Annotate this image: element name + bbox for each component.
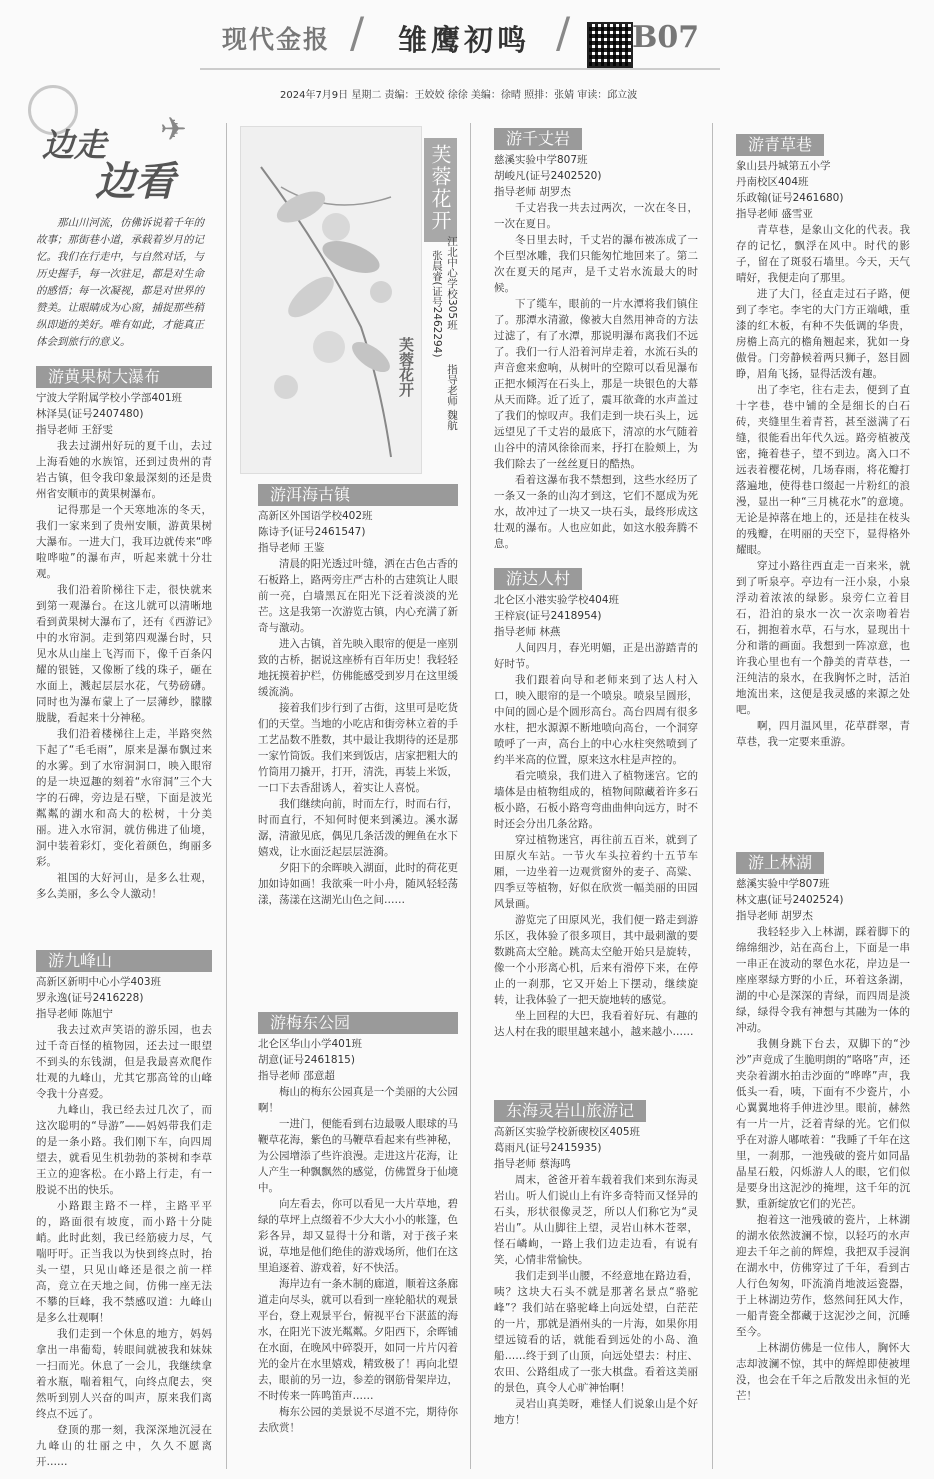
article-8: [736, 134, 910, 750]
byline-author: 王梓宸(证号2418954): [494, 610, 602, 622]
issue-meta: 2024年7月9日 星期二 责编：王姣姣 徐徐 美编：徐晴 照排：张婧 审读：邱立波: [280, 90, 638, 101]
article-5: [494, 128, 698, 552]
paragraph: 我们走到一个休息的地方，妈妈拿出一串葡萄，转眼间就被我和妹妹一扫而光。休息了一会儿，我继续拿着水瓶，喘着粗气，向终点爬去，突然听到别人兴奋的叫声，原来我们离终点不远了。: [36, 1328, 212, 1420]
byline-school: 宁波大学附属学校小学部401班: [36, 392, 183, 404]
painting-credit-author: 张晨睿(证号2462294): [431, 250, 443, 358]
byline-author: 林文惠(证号2402524): [736, 894, 844, 906]
byline-teacher: 指导老师 林燕: [494, 626, 561, 638]
article-6: [494, 568, 698, 1040]
article-title: 游黄果树大瀑布: [36, 366, 212, 388]
column-divider: [226, 123, 227, 1469]
paragraph: 向左看去，你可以看见一大片草地，碧绿的草坪上点缀着不少大大小小的帐篷，色彩各异，却又显得十分和谐，对于孩子来说，草地是他们绝佳的游戏场所，他们在这里追逐着、游戏着，好不快活。: [258, 1198, 458, 1274]
article-title: 游上林湖: [736, 852, 824, 874]
paragraph: 我们沿着阶梯往下走，很快就来到第一观瀑台。在这儿就可以清晰地看到黄果树大瀑布了，还有《西游记》中的水帘洞。走到第四观瀑台时，只见水从山崖上飞泻而下，像千百条闪耀的银链，又像断了线的珠子，砸在水面上，溅起层层水花，气势磅礴。同时也为瀑布蒙上了一层薄纱，朦朦胧胧，看起来十分神秘。: [36, 584, 212, 724]
paragraph: 接着我们步行到了古街，这里可是吃货们的天堂。当地的小吃店和街旁林立着的手工艺品数不胜数，其中最让我期待的还是那一家竹筒饭。我们来到饭店，店家把粗大的竹筒用刀撬开，打开，清洗，再装上米饭，一口下去香甜诱人，着实让人喜悦。: [258, 702, 458, 794]
article-7: [494, 1100, 698, 1428]
paragraph: 我们跟着向导和老师来到了达人村入口，映入眼帘的是一个喷泉。喷泉呈圆形，中间的圆心是个圆形高台。高台四周有很多水柱，把水源源不断地喷向高台，一个洞穿喷呼了一声，高台上的中心水柱突然喷到了约半米高的位置，原来这水柱是声控的。: [494, 674, 698, 766]
byline-school: 高新区实验学校新碶校区405班: [494, 1126, 641, 1138]
painting-image: [240, 126, 422, 474]
byline-author: 陈诗予(证号2461547): [258, 526, 366, 538]
article-title: 东海灵岩山旅游记: [494, 1100, 646, 1122]
article-title: 游青草巷: [736, 134, 824, 156]
paragraph: 千丈岩我一共去过两次，一次在冬日，一次在夏日。: [494, 202, 698, 230]
byline-author: 林泽昊(证号2407480): [36, 408, 144, 420]
byline-school: 慈溪实验中学807班: [494, 154, 588, 166]
paragraph: 我们继续向前，时而左行，时而右行，时而直行，不知何时便来到溪边。溪水潺潺，清澈见底，偶见几条活泼的鲤鱼在水下嬉戏，让水面泛起层层涟漪。: [258, 798, 458, 858]
article-9: [736, 852, 910, 1404]
byline-school: 高新区新明中心小学403班: [36, 976, 162, 988]
paragraph: 冬日里去时，千丈岩的瀑布被冻成了一个巨型冰雕，我们只能匆忙地回来了。第二次在夏天的尾声，是千丈岩水流最大的时候。: [494, 234, 698, 294]
page-number: B07: [632, 20, 700, 55]
byline-teacher: 指导老师 胡罗杰: [494, 186, 571, 198]
byline-author: 葛雨凡(证号2415935): [494, 1142, 602, 1154]
paragraph: 抱着这一池残破的瓷片，上林湖的湖水依然波澜不惊，以轻巧的水声迎去千年之前的辉煌，我把双手浸润在湖水中，仿佛穿过了千年，看到古人行色匆匆，吓流淌肖地波运瓷器，于上林湖边劳作，悠然间狂风大作，一船青瓷全都藏于这泥沙之间，沉睡至今。: [736, 1214, 910, 1338]
intro-block: [36, 215, 212, 351]
paragraph: 祖国的大好河山，是多么壮观，多么美丽，多么令人激动！: [36, 872, 212, 900]
paragraph: 九峰山，我已经去过几次了，而这次聪明的“导游”——妈妈带我们走的是一条小路。我们刚下车，向四周望去，就看见生机勃勃的茶树和李草王立的迎客松。在小路上行走，有一股说不出的快乐。: [36, 1104, 212, 1196]
header-rule: [200, 68, 720, 70]
paper-plane-icon: ✈: [160, 110, 187, 148]
paragraph: 清晨的阳光透过叶缝，洒在古色古香的石板路上，路两旁庄严古朴的古建筑让人眼前一亮，白墙黑瓦在阳光下泛着淡淡的光芒。这是我第一次游览古镇，内心充满了新奇与激动。: [258, 558, 458, 634]
byline-author: 乐政翰(证号2461680): [736, 192, 844, 204]
paragraph: 进入古镇，首先映入眼帘的便是一座别致的古桥，据说这座桥有百年历史！我轻轻地抚摸着护栏，仿佛能感受到岁月在这里缓缓流淌。: [258, 638, 458, 698]
column-divider: [712, 123, 713, 1469]
byline-teacher: 指导老师 胡罗杰: [736, 910, 813, 922]
byline-school: 北仑区小港实验学校404班: [494, 594, 620, 606]
paragraph: 青草巷，是象山文化的代表。我存的记忆，飘浮在风中。时代的影子，留在了斑驳石墙里。今天，天气晴好，我便走向了那里。: [736, 224, 910, 284]
painting-credit-school: 江北中心学校305班: [446, 236, 458, 330]
column-brand-line2: 边看: [95, 158, 175, 205]
paragraph: 夕阳下的余晖映入湖面，此时的荷花更加如诗如画！我欲乘一叶小舟，随风轻轻荡漾，荡漾在这湖光山色之间……: [258, 862, 458, 906]
article-title: 游千丈岩: [494, 128, 582, 150]
paragraph: 我们走到半山腰，不经意地在路边看，咦？这块大石头不就是那著名景点“骆驼峰”？我们站在骆驼峰上向远处望，白茫茫的一片，那就是酒州头的一片海，如果你用望远镜看的话，就能看到远处的小岛、渔船……终于到了山顶，向远处望去：村庄、农田、公路组成了一张大棋盘。看着这美丽的景色，真令人心旷神怡啊！: [494, 1270, 698, 1394]
paragraph: 下了缆车，眼前的一片水潭将我们镇住了。那潭水清澈，像被大自然用神奇的方法过滤了，有了水潭，那说明瀑布离我们不远了。我们一行人沿着河岸走着，水流石头的声音愈来愈响，从树叶的空隙可以看见瀑布正把水倾泻在石头上，那是一块银色的大幕从天而降。近了近了，震耳欲聋的水声盖过了我们的惊叹声。我们走到一块石头上，远远望见了千丈岩的最底下，清凉的水气随着山谷中的清风徐徐而来，抒打在脸颊上，为我们除去了一丝丝夏日的酷热。: [494, 298, 698, 470]
byline-author: 罗永逸(证号2416228): [36, 992, 144, 1004]
paragraph: 一进门，便能看到右边最吸人眼球的马鞭草花海，紫色的马鞭草看起来有些神秘，为公园增添了些许浪漫。走进这片花海，让人产生一种飘飘然的感觉，仿佛置身于仙境中。: [258, 1118, 458, 1194]
painting-signature: 芙蓉花开: [397, 337, 415, 397]
paragraph: 啊，四月温风里，花草群翠，青草巷，我一定要来重游。: [736, 720, 910, 748]
qr-code-icon: [587, 22, 633, 68]
column-brand-line1: 边走: [42, 126, 107, 164]
painting-credit-teacher: 指导老师 魏航: [446, 364, 458, 431]
paragraph: 海岸边有一条木制的廊道，顺着这条廊道走向尽头，就可以看到一座轮船状的观景平台，登上观景平台，俯视平台下湛蓝的海水，在阳光下波光粼粼。夕阳西下，余晖铺在水面，在晚风中碎裂开，如同一片片闪着光的金片在水里嬉戏，精致极了！再向北望去，眼前的另一边，参差的钢筋骨架岸边，不时传来一阵鸣笛声……: [258, 1278, 458, 1402]
byline-author: 胡意(证号2461815): [258, 1054, 355, 1066]
newspaper-name: 现代金报: [222, 25, 331, 54]
paragraph: 我去过欢声笑语的游乐园，也去过千奇百怪的植物园，还去过一眼望不到头的东钱湖，但是我最喜欢爬作壮观的九峰山，尤其它那高耸的山峰令我十分喜爱。: [36, 1024, 212, 1100]
paragraph: 小路跟主路不一样，主路平平的，路面很有坡度，而小路十分陡峭。此时此刻，我已经筋疲力尽，气喘吁吁。正当我以为快到终点时，抬头一望，只见山峰还是很之前一样高，竟立在天地之间，仿佛一座无法不攀的巨峰，我不禁感叹道：九峰山是多么壮观啊！: [36, 1200, 212, 1324]
paragraph: 周末，爸爸开着车载着我们来到东海灵岩山。听人们说山上有许多奇特而又怪异的石头，形状很像灵芝，所以人们称它为“灵岩山”。从山脚往上望，灵岩山林木苍翠，怪石嶙峋，一路上我们边走边看，有说有笑，心情非常愉快。: [494, 1174, 698, 1266]
paragraph: 穿过小路往西直走一百来米，就到了听泉亭。亭边有一汪小泉，小泉浮动着浓浓的绿影。泉旁仁立着目石，沿泊的泉水一次一次亲吻着岩石，拥抱着水草，石与水，显现出十分和谐的画面。我想到一阵凉意，也许我心里也有一个静美的青草巷，一汪纯洁的泉水，在我胸怀之时，活泊地流出来，这便是我灵感的来源之处吧。: [736, 560, 910, 716]
paragraph: 人间四月，春光明媚，正是出游踏青的好时节。: [494, 642, 698, 670]
byline-author: 胡峻凡(证号2402520): [494, 170, 602, 182]
divider-slash: /: [350, 8, 365, 57]
byline-teacher: 指导老师 邵意超: [258, 1070, 335, 1082]
section-title: 雏鹰初鸣: [398, 23, 531, 57]
byline-school: 象山县丹城第五小学: [736, 160, 831, 172]
byline-teacher: 指导老师 陈旭宁: [36, 1008, 113, 1020]
byline-school: 慈溪实验中学807班: [736, 878, 830, 890]
article-2: [36, 950, 212, 1470]
byline-teacher: 指导老师 王鉴: [258, 542, 325, 554]
paragraph: 看着这瀑布我不禁想到，这些水经历了一条又一条的山沟才到这，它们不愿成为死水，故冲过了一块又一块石头，最终形成这壮观的瀑布。人也应如此，如这水般奔腾不息。: [494, 474, 698, 550]
byline-class: 丹南校区404班: [736, 176, 809, 188]
paragraph: 出了李宅，往右走去，便到了直十字巷，巷中铺的全是细长的白石砖，夹缝里生着青苔，甚至滋满了石缝，很能看出年代久远。路旁植被茂密，掩着巷子，望不到边。离入口不远表着樱花树，几场春雨，将花瓣打落遍地，使得巷口缀起一片粉红的浪漫，显出一种“三月桃花水”的意境。无论是掉落在地上的，还是挂在枝头的残瓣，在明丽的天空下，显得格外耀眼。: [736, 384, 910, 556]
article-4: [258, 1012, 458, 1436]
byline-school: 高新区外国语学校402班: [258, 510, 373, 522]
article-title: 游梅东公园: [258, 1012, 458, 1034]
intro-text: 那山川河流，仿佛诉说着千年的故事；那街巷小道，承载着岁月的记忆。我们在行走中，与自然对话，与历史握手，每一次驻足，都是对生命的感悟；每一次凝视，都是对世界的赞美。让眼睛成为心窗，捕捉那些稍纵即逝的美好。唯有如此，才能真正体会到旅行的意义。: [36, 217, 204, 348]
paragraph: 穿过植物迷宫，再往前五百米，就到了田原火车站。一节火车头拉着约十五节车厢，一边坐着一边观赏窗外的麦子、高粱、四季豆等植物，好似在欣赏一幅美丽的田园风景画。: [494, 834, 698, 910]
paragraph: 我轻轻步入上林湖，踩着脚下的绵绵细沙，站在高台上，下面是一串一串正在波动的翠色水花，岸边是一座座翠绿方野的小丘，环着这条湖，湖的中心是深深的青绿，而四周是淡绿，绿得令我有神想与其融为一体的冲动。: [736, 926, 910, 1034]
paragraph: 梅山的梅东公园真是一个美丽的大公园啊！: [258, 1086, 458, 1114]
paragraph: 记得那是一个天寒地冻的冬天，我们一家来到了贵州安顺，游黄果树大瀑布。一进大门，我耳边就传来“哗啦哗啦”的瀑布声，听起来就十分壮观。: [36, 504, 212, 580]
paragraph: 灵岩山真美呀，难怪人们说象山是个好地方！: [494, 1398, 698, 1426]
paragraph: 坐上回程的大巴，我看着好玩、有趣的达人村在我的眼里越来越小，越来越小……: [494, 1010, 698, 1038]
flower-painting-graphic: [241, 127, 421, 473]
paragraph: 我去过湖州好玩的夏千山，去过上海看她的水族馆，还到过贵州的青岩古镇，但令我印象最深刻的还是贵州省安顺市的黄果树瀑布。: [36, 440, 212, 500]
paragraph: 看完喷泉，我们进入了植物迷宫。它的墙体是由植物组成的，植物间隙藏着许多石板小路，石板小路弯弯曲曲伸向远方，时不时还会分出几条岔路。: [494, 770, 698, 830]
paragraph: 登顶的那一刻，我深深地沉浸在九峰山的壮丽之中，久久不愿离开……: [36, 1424, 212, 1468]
paragraph: 进了大门，径直走过石子路，便到了李宅。李宅的大门方正端峨，重漆的红木板，有种不失低调的华贵，房檐上高亢的檐角翘起来，犹如一身傲骨。门旁静候着两只狮子，怒目圆睁，眉角飞扬，显得活泼有趣。: [736, 288, 910, 380]
byline-teacher: 指导老师 蔡海鸣: [494, 1158, 571, 1170]
byline-school: 北仑区华山小学401班: [258, 1038, 363, 1050]
divider-slash: /: [556, 8, 571, 57]
byline-teacher: 指导老师 盛雪亚: [736, 208, 813, 220]
paragraph: 我们沿着楼梯往上走，半路突然下起了“毛毛雨”，原来是瀑布飘过来的水雾。到了水帘洞洞口，映入眼帘的是一块逗趣的刻着“水帘洞”三个大字的石碑，旁边是石壁，下面是波光粼粼的湖水和高大的松树，十分美丽。进入水帘洞，就仿佛进了仙境，洞中装着彩灯，变化着颜色，绚丽多彩。: [36, 728, 212, 868]
paragraph: 我侧身跳下台去，双脚下的“沙沙”声竟成了生脆明朗的“咯咯”声，还夹杂着湖水拍击沙面的“哗哗”声，我低头一看，咦，下面有不少瓷片，小心翼翼地将手伸进沙里。眼前，赫然有一片一片，泛着青绿的光。它们似乎在对游人嘟哝着：“我睡了千年在这里，一刹那，一池残破的瓷片如同晶晶星石般，闪烁游人人的眼，它们似是要身出这泥沙的掩埋，这千年的沉默，重新绽放它们的光芒。: [736, 1038, 910, 1210]
article-title: 游洱海古镇: [258, 484, 458, 506]
paragraph: 梅东公园的美景说不尽道不完，期待你去欣赏！: [258, 1406, 458, 1434]
paragraph: 上林湖仿佛是一位伟人，胸怀大志却波澜不惊，其中的辉煌即使被埋没，也会在千年之后散发出永恒的光芒！: [736, 1342, 910, 1402]
byline-teacher: 指导老师 王舒雯: [36, 424, 113, 436]
column-divider: [470, 123, 471, 1469]
article-title: 游九峰山: [36, 950, 212, 972]
article-3: [258, 484, 458, 908]
painting-title: 芙蓉花开: [424, 138, 457, 242]
article-1: [36, 366, 212, 902]
article-title: 游达人村: [494, 568, 582, 590]
paragraph: 游览完了田原风光，我们便一路走到游乐区，我体验了很多项目，其中最刺激的要数跳高太空舱。跳高太空舱开始只是旋转，像一个小形离心机，后来有滑停下来，在停止的一刹那，它又开始上下摆动，继续旋转，让我体验了一把天旋地转的感觉。: [494, 914, 698, 1006]
